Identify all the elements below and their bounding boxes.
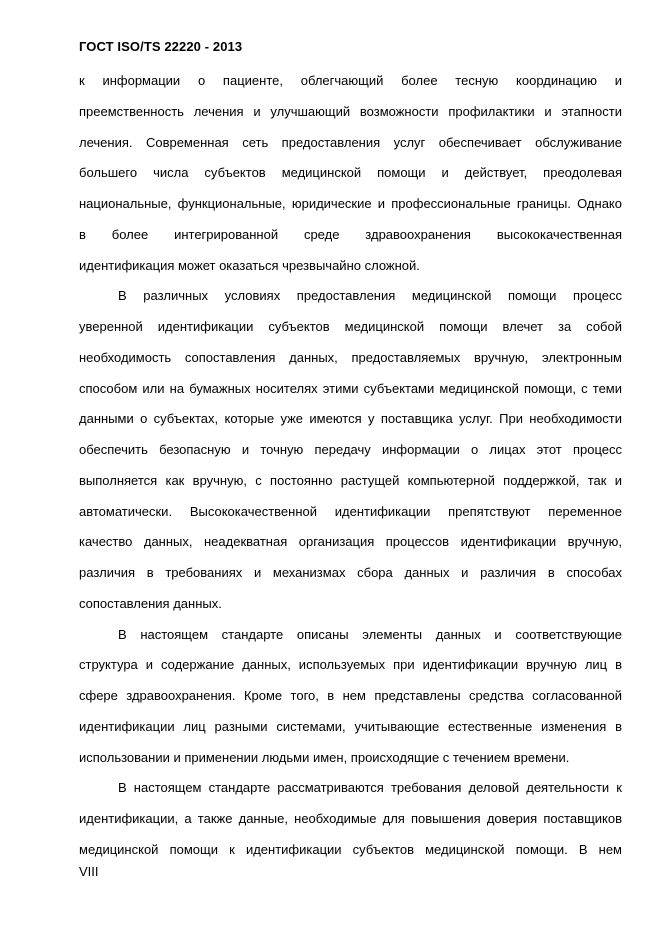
text-line: способом или на бумажных носителях этими субъектами медицинской помощи, с теми	[79, 380, 622, 396]
page-number: VIII	[79, 864, 99, 879]
text-line: идентификации, а также данные, необходимые для повышения доверия поставщиков	[79, 811, 622, 826]
text-line: выполняется как вручную, с постоянно растущей компьютерной поддержкой, так и	[79, 472, 622, 488]
text-line: данными о субъектах, которые уже имеются у поставщика услуг. При необходимости	[79, 411, 622, 427]
text-line: к информации о пациенте, облегчающий более тесную координацию и	[79, 73, 622, 88]
text-line: большего числа субъектов медицинской помощи и действует, преодолевая	[79, 165, 622, 181]
body-text	[79, 66, 622, 866]
text-line: автоматически. Высококачественной идентификации препятствуют переменное	[79, 503, 622, 519]
text-line: В различных условиях предоставления медицинской помощи процесс	[118, 288, 622, 304]
text-line: преемственность лечения и улучшающий возможности профилактики и этапности	[79, 103, 622, 119]
text-line: В настоящем стандарте рассматриваются требования деловой деятельности к	[118, 780, 622, 796]
document-header: ГОСТ ISO/TS 22220 - 2013	[79, 39, 243, 54]
text-line: сфере здравоохранения. Кроме того, в нем представлены средства согласованной	[79, 688, 622, 703]
text-line: В настоящем стандарте описаны элементы данных и соответствующие	[118, 626, 622, 642]
text-line: идентификация может оказаться чрезвычайно сложной.	[79, 257, 420, 273]
text-line: уверенной идентификации субъектов медицинской помощи влечет за собой	[79, 319, 622, 334]
text-line: необходимость сопоставления данных, предоставляемых вручную, электронным	[79, 349, 622, 365]
text-line: сопоставления данных.	[79, 595, 222, 611]
text-line: национальные, функциональные, юридические и профессиональные границы. Однако	[79, 196, 622, 211]
text-line: использовании и применении людьми имен, происходящие с течением времени.	[79, 749, 570, 765]
text-line: обеспечить безопасную и точную передачу информации о лицах этот процесс	[79, 442, 622, 457]
text-line: медицинской помощи к идентификации субъектов медицинской помощи. В нем	[79, 841, 622, 857]
text-line: лечения. Современная сеть предоставления услуг обеспечивает обслуживание	[79, 134, 622, 150]
text-line: качество данных, неадекватная организация процессов идентификации вручную,	[79, 534, 622, 550]
text-line: в более интегрированной среде здравоохранения высококачественная	[79, 226, 622, 242]
text-line: различия в требованиях и механизмах сбора данных и различия в способах	[79, 565, 622, 580]
text-line: структура и содержание данных, используемых при идентификации вручную лиц в	[79, 657, 622, 673]
text-line: идентификации лиц разными системами, учитывающие естественные изменения в	[79, 718, 622, 734]
